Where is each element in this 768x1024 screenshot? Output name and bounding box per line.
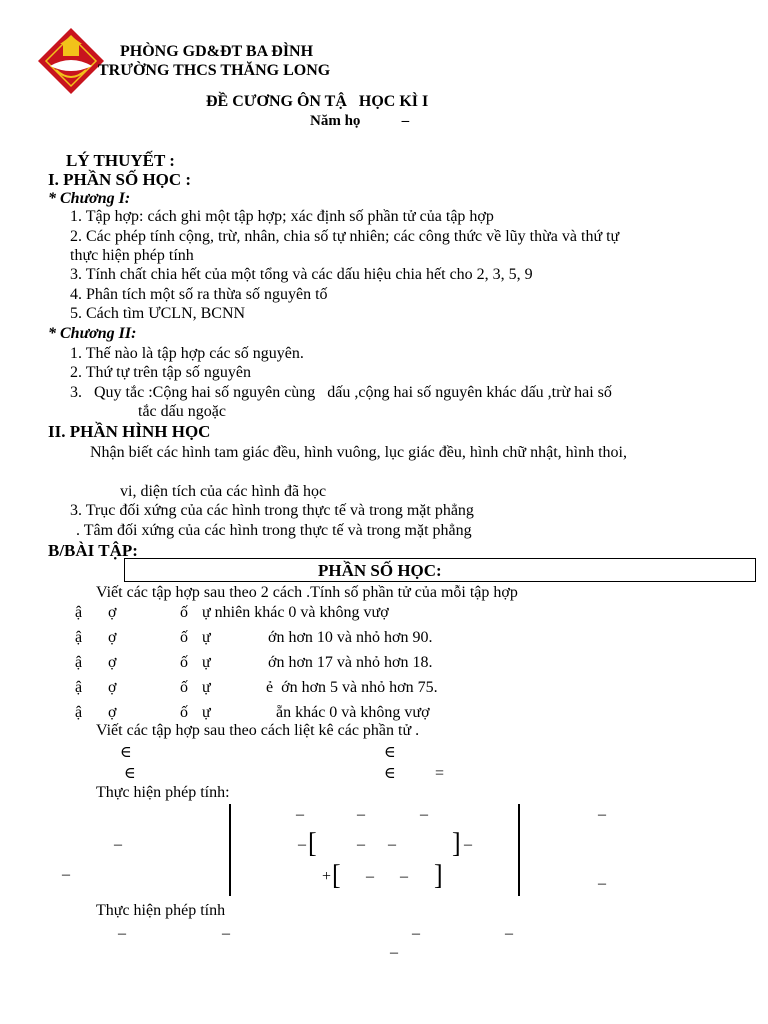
ch1-item-3: 3. Tính chất chia hết của một tổng và các dấu hiệu chia hết cho 2, 3, 5, 9 [70,266,533,283]
q1-row-1-d: ự nhiên khác 0 và không vượ [202,604,389,621]
chapter2-heading: * Chương II: [48,325,137,342]
q1-row-1-a: ậ [75,604,83,621]
q1-row-2-d: ự [202,629,211,646]
ch2-item-3-cont: tắc dấu ngoặc [138,403,226,420]
minus-sign: – [62,866,70,883]
right-bracket: ] [452,826,461,859]
part2-heading: II. PHẦN HÌNH HỌC [48,422,211,441]
minus-sign: – [400,868,408,885]
minus-sign: – [298,836,306,853]
minus-sign: – [296,806,304,823]
q1-row-5-b: ợ [108,704,117,721]
q1-row-1-b: ợ [108,604,117,621]
equals-symbol: = [435,765,445,782]
minus-sign: – [114,836,122,853]
left-bracket: [ [308,826,317,859]
q1-row-4-c: ố [180,679,188,696]
element-of-symbol: ∈ [124,765,136,782]
geo-item-2: vi, diện tích của các hình đã học [120,483,327,500]
q1-row-2-a: ậ [75,629,83,646]
minus-sign: – [420,806,428,823]
theory-heading: LÝ THUYẾT : [66,151,175,170]
q1-row-3-c: ố [180,654,188,671]
ch1-item-2-cont: thực hiện phép tính [70,247,194,264]
minus-sign: – [505,925,513,942]
ch1-item-2: 2. Các phép tính cộng, trừ, nhân, chia số tự nhiên; các công thức về lũy thừa và thứ tự [70,228,620,245]
minus-sign: – [357,806,365,823]
ch1-item-5: 5. Cách tìm ƯCLN, BCNN [70,305,246,322]
ch2-item-1: 1. Thế nào là tập hợp các số nguyên. [70,345,304,362]
column-divider [229,804,231,896]
element-of-symbol: ∈ [384,765,396,782]
minus-sign: – [118,925,126,942]
q1-row-2-e: ớn hơn 10 và nhỏ hơn 90. [268,629,433,646]
q1-row-5-a: ậ [75,704,83,721]
section-title: PHẦN SỐ HỌC: [318,561,442,580]
q1-row-3-a: ậ [75,654,83,671]
q1-row-2-c: ố [180,629,188,646]
school-name: TRƯỜNG THCS THĂNG LONG [98,62,331,79]
geo-item-3: 3. Trục đối xứng của các hình trong thực tế và trong mặt phẳng [70,502,474,519]
element-of-symbol: ∈ [120,744,132,761]
school-year: Năm họ – [310,113,410,129]
question-4: Thực hiện phép tính [96,902,226,919]
minus-sign: – [412,925,420,942]
q1-row-5-c: ố [180,704,188,721]
question-1: Viết các tập hợp sau theo 2 cách .Tính số phần tử của mỗi tập hợp [96,584,518,601]
column-divider [518,804,520,896]
q1-row-3-e: ớn hơn 17 và nhỏ hơn 18. [268,654,433,671]
left-bracket: [ [332,858,341,891]
minus-sign: – [366,868,374,885]
minus-sign: – [388,836,396,853]
question-2: Viết các tập hợp sau theo cách liệt kê các phần tử . [96,722,420,739]
minus-sign: – [598,875,606,892]
school-logo-icon [36,26,106,96]
q1-row-5-d: ự [202,704,211,721]
q1-row-3-d: ự [202,654,211,671]
part1-heading: I. PHẦN SỐ HỌC : [48,170,192,189]
geo-item-4: . Tâm đối xứng của các hình trong thực tế và trong mặt phẳng [76,522,472,539]
q1-row-4-d: ự [202,679,211,696]
minus-sign: – [390,944,398,961]
exercises-heading: B/BÀI TẬP: [48,541,138,560]
org-name: PHÒNG GD&ĐT BA ĐÌNH [120,43,314,60]
ch2-item-3: 3. Quy tắc :Cộng hai số nguyên cùng dấu ,cộng hai số nguyên khác dấu ,trừ hai số [70,384,612,401]
q1-row-1-c: ố [180,604,188,621]
ch2-item-2: 2. Thứ tự trên tập số nguyên [70,364,252,381]
element-of-symbol: ∈ [384,744,396,761]
minus-sign: – [464,836,472,853]
chapter1-heading: * Chương I: [48,190,131,207]
minus-sign: – [222,925,230,942]
plus-sign: + [322,868,332,885]
q1-row-4-b: ợ [108,679,117,696]
q1-row-4-e: ẻ ớn hơn 5 và nhỏ hơn 75. [266,679,438,696]
ch1-item-4: 4. Phân tích một số ra thừa số nguyên tố [70,286,328,303]
document-title: ĐỀ CƯƠNG ÔN TẬ HỌC KÌ I [206,93,429,110]
right-bracket: ] [434,858,443,891]
minus-sign: – [357,836,365,853]
geo-item-1: Nhận biết các hình tam giác đều, hình vuông, lục giác đều, hình chữ nhật, hình thoi, [90,444,627,461]
q1-row-3-b: ợ [108,654,117,671]
ch1-item-1: 1. Tập hợp: cách ghi một tập hợp; xác định số phần tử của tập hợp [70,208,494,225]
q1-row-5-e: ẵn khác 0 và không vượ [276,704,430,721]
question-3: Thực hiện phép tính: [96,784,230,801]
minus-sign: – [598,806,606,823]
q1-row-2-b: ợ [108,629,117,646]
q1-row-4-a: ậ [75,679,83,696]
